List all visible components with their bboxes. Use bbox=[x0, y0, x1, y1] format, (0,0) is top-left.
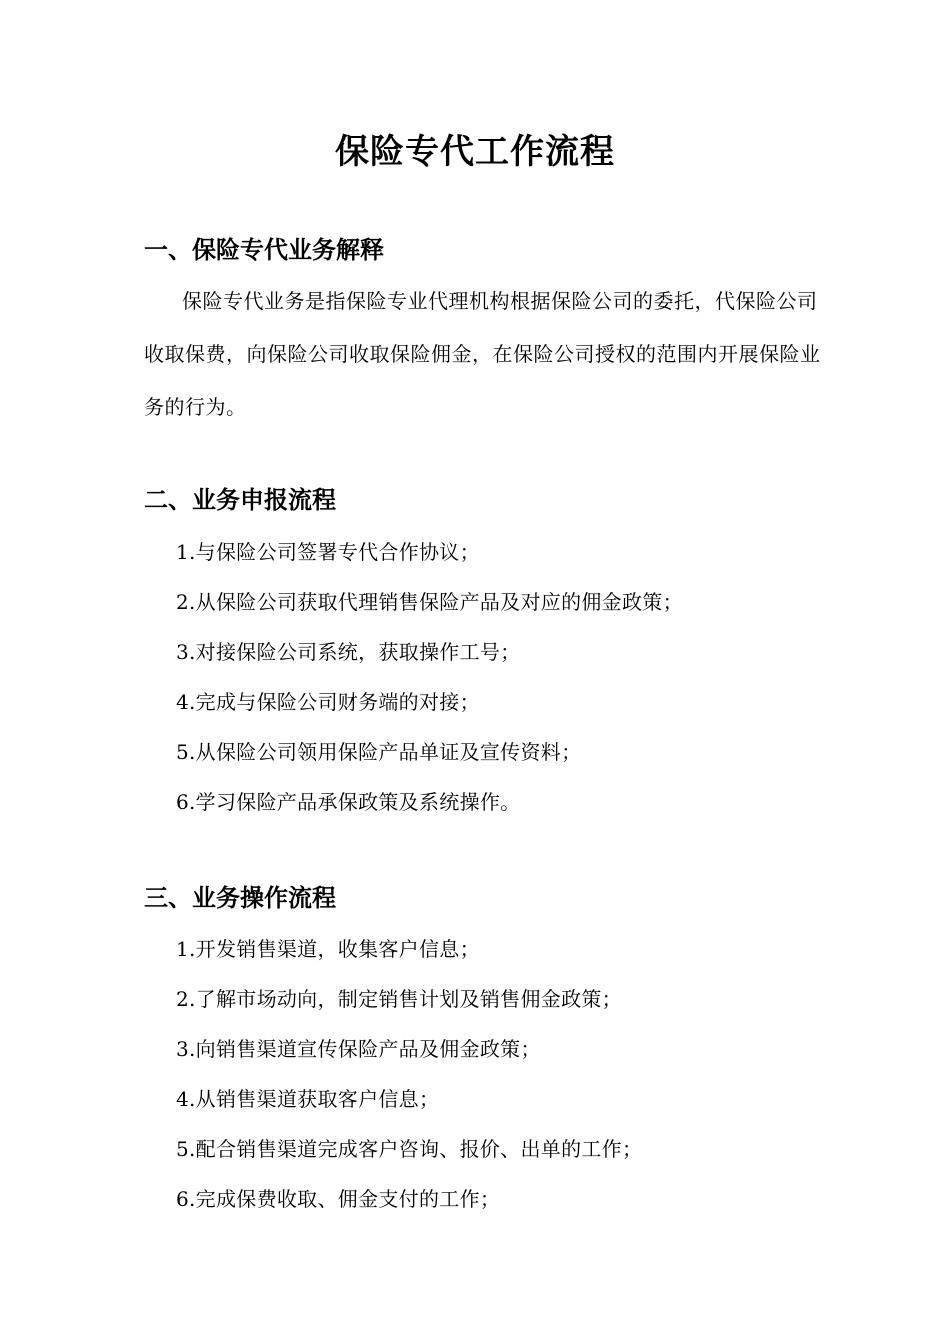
section-operation-process bbox=[144, 880, 824, 1224]
step-list bbox=[144, 924, 824, 1224]
section-heading: 二、业务申报流程 bbox=[144, 486, 336, 514]
list-item: 6.完成保费收取、佣金支付的工作； bbox=[176, 1187, 501, 1211]
section-business-explanation bbox=[144, 232, 824, 434]
list-item: 1.开发销售渠道，收集客户信息； bbox=[176, 937, 480, 961]
section-application-process bbox=[144, 482, 824, 827]
list-item: 5.从保险公司领用保险产品单证及宣传资料； bbox=[176, 740, 582, 764]
list-item: 6.学习保险产品承保政策及系统操作。 bbox=[176, 790, 521, 814]
section-paragraph: 保险专代业务是指保险专业代理机构根据保险公司的委托，代保险公司收取保费，向保险公司收取保险佣金，在保险公司授权的范围内开展保险业务的行为。 bbox=[144, 289, 821, 419]
list-item: 2.了解市场动向，制定销售计划及销售佣金政策； bbox=[176, 987, 622, 1011]
list-item: 4.完成与保险公司财务端的对接； bbox=[176, 690, 480, 714]
list-item: 2.从保险公司获取代理销售保险产品及对应的佣金政策； bbox=[176, 590, 683, 614]
step-list bbox=[144, 527, 824, 827]
list-item: 3.对接保险公司系统，获取操作工号； bbox=[176, 640, 521, 664]
list-item: 4.从销售渠道获取客户信息； bbox=[176, 1087, 440, 1111]
list-item: 3.向销售渠道宣传保险产品及佣金政策； bbox=[176, 1037, 541, 1061]
document-title: 保险专代工作流程 bbox=[335, 132, 615, 172]
section-heading: 三、业务操作流程 bbox=[144, 884, 336, 912]
list-item: 1.与保险公司签署专代合作协议； bbox=[176, 540, 480, 564]
list-item: 5.配合销售渠道完成客户咨询、报价、出单的工作； bbox=[176, 1137, 643, 1161]
section-heading: 一、保险专代业务解释 bbox=[144, 236, 384, 264]
